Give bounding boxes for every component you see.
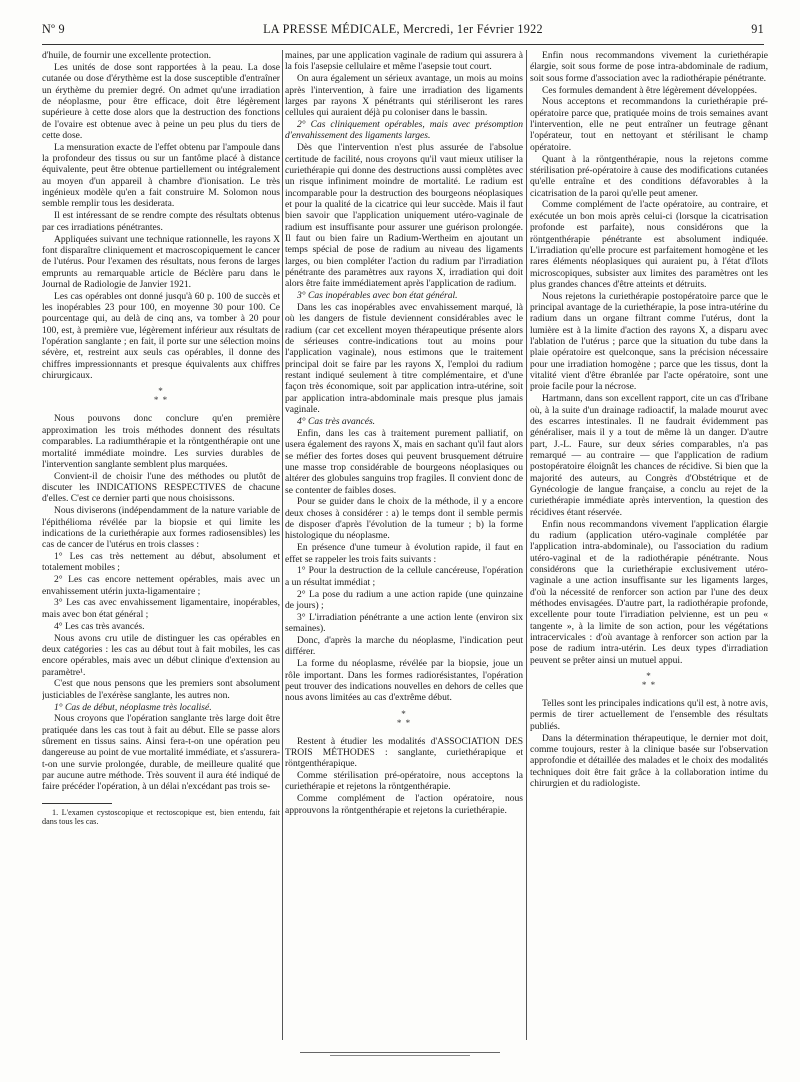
paragraph: Dans les cas inopérables avec envahissement marqué, là où les dangers de fistule deviennent considérables avec le radium (car cet excellent moyen thérapeutique présente alors de sérieuses contre-indications tout au moins pour l'application vaginale), nous estimons que le traitement principal doit se faire par les rayons X, l'emploi du radium restant indiqué seulement à titre complémentaire, et d'une façon très économique, soit par application intra-utérine, soit par application intra-abdominale mais presque plus jamais vaginale. [285, 302, 523, 416]
paragraph: Comme stérilisation pré-opératoire, nous acceptons la curiethérapie et rejetons la röntgenthérapie. [285, 770, 523, 793]
asterism-divider: * * * [641, 671, 657, 691]
paragraph: d'huile, de fournir une excellente protection. [42, 50, 211, 61]
paragraph: Telles sont les principales indications qu'il est, à notre avis, permis de tirer actuellement de l'ensemble des résultats publiés. [530, 698, 768, 732]
subheading: 4° Cas très avancés. [297, 416, 376, 427]
paragraph: On aura également un sérieux avantage, un mois au moins après l'intervention, à faire une irradiation des ligaments larges par rayons X pénétrants qui stériliseront les rares cellules qui auraient déjà pu coloniser dans le bassin. [285, 73, 523, 119]
text-column-1 [42, 50, 280, 1050]
paragraph: Nous diviserons (indépendamment de la nature variable de l'épithélioma révélée par la biopsie et qui limite les indications de la curiethérapie aux formes radiosensibles) les cas de cancer de l'utérus en trois classes : [42, 505, 280, 551]
paragraph: Nous croyons que l'opération sanglante très large doit être pratiquée dans les cas tout à fait au début. Elle se passe alors sûrement en tissus sains. Ainsi fera-t-on une opération peu dangereuse au point de vue mortalité immédiate, et s'assurera-t-on une survie prolongée, durable, de meilleure qualité que par aucune autre méthode. Très souvent il aura été indiqué de faire précéder l'opération, à un délai n'excédant pas trois se- [42, 713, 280, 793]
paragraph: C'est que nous pensons que les premiers sont absolument justiciables de l'exérèse sanglante, les autres non. [42, 678, 280, 701]
paragraph: Les unités de dose sont rapportées à la peau. La dose cutanée ou dose d'érythème est la dose susceptible d'entraîner un érythème du premier degré. On admet qu'une irradiation de néoplasme, pour être efficace, doit être légèrement supérieure à cette dose alors que la destruction des fonctions de l'ovaire est obtenue avec à peine un peu plus du tiers de cette dose. [42, 61, 280, 141]
subheading: 2° Cas cliniquement opérables, mais avec présomption d'envahissement des ligaments larges. [285, 119, 523, 142]
end-rule [300, 1052, 500, 1053]
issue-number: Nº 9 [42, 22, 65, 36]
list-item: 2° La pose du radium a une action rapide (une quinzaine de jours) ; [285, 588, 523, 611]
paragraph: Convient-il de choisir l'une des méthodes ou plutôt de discuter les INDICATIONS RESPECTIVES de chacune d'elles. C'est ce dernier parti que nous choisissons. [42, 470, 280, 505]
asterism-divider: * * * [396, 708, 412, 728]
paragraph: Pour se guider dans le choix de la méthode, il y a encore deux choses à considérer : a) le temps dont il semble permis de disposer d'après l'évolution de la tumeur ; b) la forme histologique du néoplasme. [285, 496, 523, 542]
paragraph: Enfin nous recommandons vivement l'application élargie du radium (application utéro-vaginale complétée par l'application intra-abdominale), ou l'association du radium utéro-vaginal et de la radiothérapie pénétrante. Nous considérons que la curiethérapie exclusivement utéro-vaginale a une action insuffisante sur les ligaments larges, d'où la nécessité de renforcer son action par l'une des deux méthodes envisagées. D'autre part, la radiothérapie profonde, excellente pour toute l'irradiation pelvienne, est un peu « tangente », à la limite de son action, pour les végétations intracervicales : d'où avantage à renforcer son action par la pose de radium intra-utérin. Les deux types d'irradiation peuvent se prêter ainsi un mutuel appui. [530, 518, 768, 666]
end-rule [330, 1055, 470, 1056]
paragraph: Hartmann, dans son excellent rapport, cite un cas d'Iribane où, à la suite d'un drainage radioactif, la malade mourut avec des escarres intestinales. Il ne faudrait évidemment pas généraliser, mais il y a tout de même là un danger. D'autre part, J.-L. Faure, sur deux séries comparables, n'a pas remarqué — au contraire — que l'application de radium postopératoire éloignât les chances de récidive. Si bien que la majorité des auteurs, au Congrès d'Obstétrique et de Gynécologie de langue française, a conclu au rejet de la curiethérapie immédiate après intervention, la question des récidives étant réservée. [530, 393, 768, 518]
paragraph: Il est intéressant de se rendre compte des résultats obtenus par ces irradiations pénétrantes. [42, 210, 280, 233]
list-item: 3° Les cas avec envahissement ligamentaire, inopérables, mais avec bon état général ; [42, 597, 280, 620]
column-divider [282, 50, 283, 1040]
text-column-3 [530, 50, 768, 1050]
running-header [42, 22, 764, 40]
paragraph: Donc, d'après la marche du néoplasme, l'indication peut différer. [285, 635, 523, 658]
paragraph: Appliquées suivant une technique rationnelle, les rayons X font disparaître cliniquement et macroscopiquement le cancer de l'utérus. Pour l'examen des résultats, nous ferons de larges emprunts au remarquable article de Béclère paru dans le Journal de Radiologie de Janvier 1921. [42, 233, 280, 290]
paragraph: Comme complément de l'action opératoire, nous approuvons la röntgenthérapie et rejetons la curiethérapie. [285, 793, 523, 816]
paragraph: Nous avons cru utile de distinguer les cas opérables en deux catégories : les cas au début tout à fait mobiles, les cas encore opérables, mais avec un début clinique d'extension au paramètre¹. [42, 632, 280, 678]
paragraph: Nous acceptons et recommandons la curiethérapie pré-opératoire parce que, pratiquée moins de trois semaines avant l'intervention, elle ne peut entraîner un feutrage gênant l'opérateur, tout en nettoyant et stérilisant le champ opératoire. [530, 96, 768, 153]
paragraph: Enfin nous recommandons vivement la curiethérapie élargie, soit sous forme de pose intra-abdominale de radium, soit sous forme d'association avec la radiothérapie pénétrante. [530, 50, 768, 84]
paragraph: Ces formules demandent à être légèrement développées. [542, 84, 757, 96]
paragraph: Dans la détermination thérapeutique, le dernier mot doit, comme toujours, rester à la clinique basée sur l'observation approfondie et détaillée des malades et le choix des modalités techniques doit être fait grâce à la collaboration intime du chirurgien et du radiologiste. [530, 732, 768, 789]
paragraph: Enfin, dans les cas à traitement purement palliatif, on usera également des rayons X, mais en sachant qu'il faut alors se méfier des fortes doses qui peuvent brusquement détruire une masse trop considérable de bourgeons néoplasiques ou altérer des globules sanguins trop fragiles. Il convient donc de se contenter de faibles doses. [285, 427, 523, 496]
paragraph: Nous rejetons la curiethérapie postopératoire parce que le principal avantage de la curiethérapie, la pose intra-utérine du radium dans un organe filtrant comme l'utérus, dont la lumière est à la limite d'action des rayons X, a disparu avec l'ablation de l'utérus ; parce que la situation du tube dans la plaie opératoire est quelconque, sans la précision nécessaire pour une irradiation homogène ; parce que les tissus, dont la vitalité vient d'être ébranlée par l'acte opératoire, sont une proie facile pour la nécrose. [530, 290, 768, 393]
paragraph: maines, par une application vaginale de radium qui assurera à la fois l'asepsie cellulaire et même l'asepsie tout court. [285, 50, 523, 73]
footnote: 1. L'examen cystoscopique et rectoscopique est, bien entendu, fait dans tous les cas. [42, 807, 280, 827]
list-item: 3° L'irradiation pénétrante a une action lente (environ six semaines). [285, 611, 523, 635]
paragraph: Restent à étudier les modalités d'ASSOCIATION DES TROIS MÉTHODES : sanglante, curiethérapique et röntgenthérapique. [285, 735, 523, 770]
paragraph: Nous pouvons donc conclure qu'en première approximation les trois méthodes donnent des résultats comparables. La radiumthérapie et la röntgenthérapie ont une mortalité immédiate moindre. Les survies durables de l'intervention sanglante semblent plus marquées. [42, 413, 280, 470]
paragraph: Comme complément de l'acte opératoire, au contraire, et exécutée un bon mois après celui-ci (lorsque la cicatrisation profonde est parfaite), nous considérons que la röntgenthérapie pénétrante est absolument indiquée. L'irradiation qu'elle procure est parfaitement homogène et les rares éléments néoplasiques qui auraient pu, à l'état d'îlots microscopiques, subsister aux limites des paramètres ont les plus grandes chances d'être atteints et détruits. [530, 199, 768, 290]
list-item: 2° Les cas encore nettement opérables, mais avec un envahissement utérin juxta-ligamentaire ; [42, 574, 280, 597]
asterism-divider: * * * [153, 386, 169, 406]
column-divider [526, 50, 527, 1040]
paragraph: Quant à la röntgenthérapie, nous la rejetons comme stérilisation pré-opératoire à cause des modifications cutanées qu'elle entraîne et des conditions défavorables à la cicatrisation de la paroi qu'elle peut amener. [530, 153, 768, 199]
paragraph: Dès que l'intervention n'est plus assurée de l'absolue certitude de facilité, nous croyons qu'il vaut mieux utiliser la curiethérapie qui donne des destructions aussi complètes avec un risque infiniment moindre de mortalité. Le radium est incomparable pour la destruction des bourgeons néoplasiques et pour la qualité de la cicatrice qui leur succède. Mais il faut bien savoir que l'application uniquement utéro-vaginale de radium est insuffisante pour assurer une guérison prolongée. Il faut ou bien faire un Radium-Wertheim en ajoutant un temps spécial de pose de radium au niveau des ligaments larges, ou bien compléter l'action du radium par l'irradiation pénétrante des paramètres aux rayons X, irradiation qui doit alors être faite immédiatement après l'application de radium. [285, 142, 523, 290]
paragraph: La mensuration exacte de l'effet obtenu par l'ampoule dans la profondeur des tissus ou sur un fantôme placé à distance équivalente, peut être obtenue partiellement ou intégralement au moyen d'un appareil à chambre d'ionisation. Le très ingénieux modèle qu'en a fait construire M. Solomon nous semble remplir tous les desiderata. [42, 141, 280, 210]
header-rule [42, 44, 764, 45]
paragraph: La forme du néoplasme, révélée par la biopsie, joue un rôle important. Dans les formes radiorésistantes, l'opération peut trouver des indications nouvelles en dehors de celles que nous avons limitées au cas d'extrême début. [285, 658, 523, 704]
page-number: 91 [751, 22, 764, 36]
list-item: 1° Pour la destruction de la cellule cancéreuse, l'opération a un résultat immédiat ; [285, 565, 523, 588]
footnote-rule [42, 803, 112, 804]
subheading: 3° Cas inopérables avec bon état général. [297, 290, 458, 302]
subheading: 1° Cas de début, néoplasme très localisé. [54, 701, 212, 713]
list-item: 4° Les cas très avancés. [54, 620, 145, 632]
list-item: 1° Les cas très nettement au début, absolument et totalement mobiles ; [42, 551, 280, 574]
journal-title: LA PRESSE MÉDICALE, Mercredi, 1er Février 1922 [263, 22, 543, 36]
paragraph: Les cas opérables ont donné jusqu'à 60 p. 100 de succès et les inopérables 23 pour 100, en moyenne 30 pour 100. Ce pourcentage qui, au delà de cinq ans, va tomber à 20 pour 100, est, à première vue, légèrement inférieur aux résultats de l'opération sanglante ; en fait, il porte sur une sélection moins sévère, et, restreint aux seuls cas opérables, il donne des chiffres impressionnants et presque équivalents aux chiffres chirurgicaux. [42, 290, 280, 382]
text-column-2 [285, 50, 523, 1050]
paragraph: En présence d'une tumeur à évolution rapide, il faut en effet se rappeler les trois faits suivants : [285, 542, 523, 565]
